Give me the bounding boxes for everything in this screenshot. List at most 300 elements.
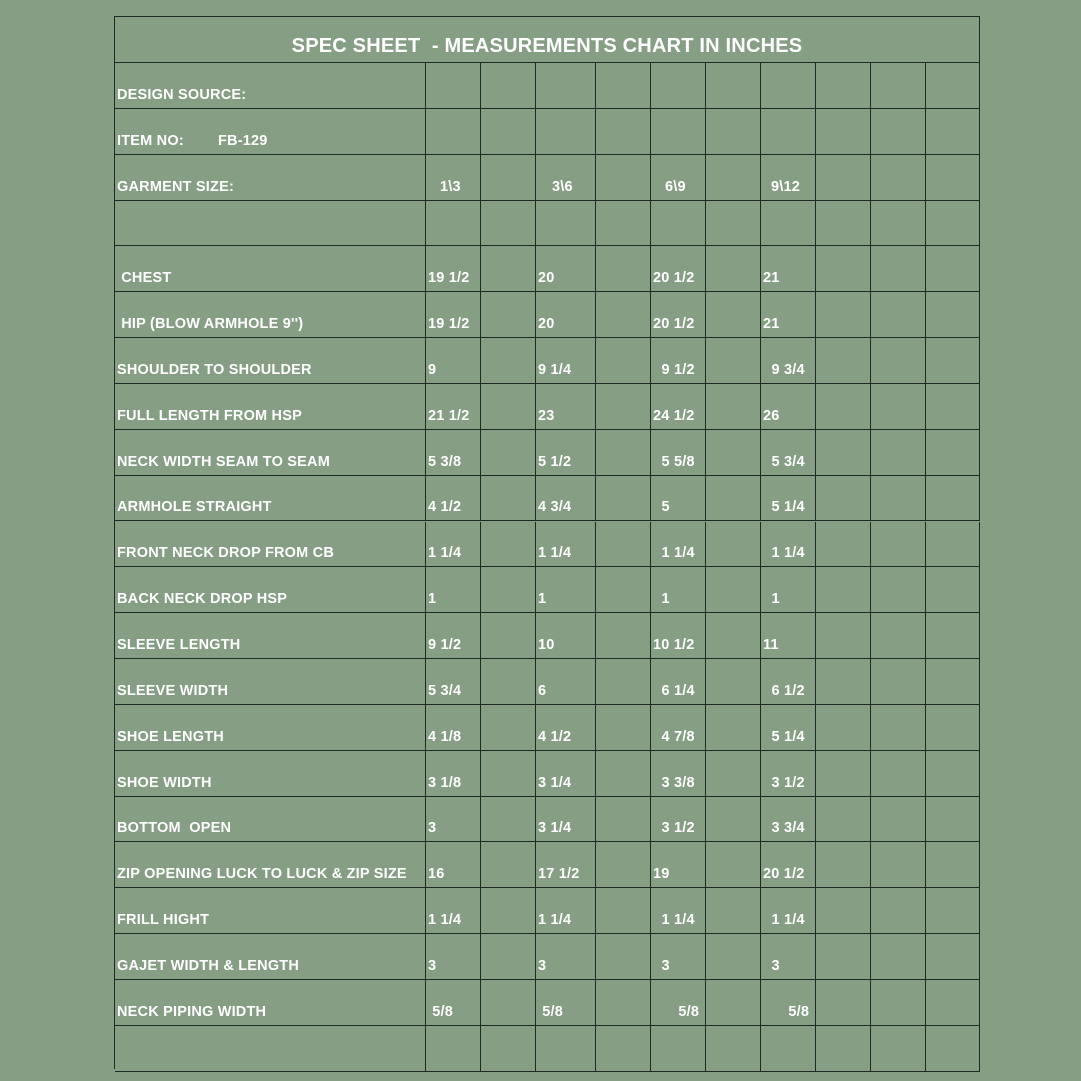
measurement-row xyxy=(115,338,980,384)
value-cell xyxy=(816,980,871,1026)
value-cell xyxy=(706,613,761,659)
value-cell xyxy=(426,1026,481,1072)
measurement-value: 5 5/8 xyxy=(653,453,695,470)
measurement-value: 21 1/2 xyxy=(428,407,470,424)
measurement-value: 20 1/2 xyxy=(653,270,695,287)
value-cell xyxy=(481,888,536,934)
header-label: DESIGN SOURCE: xyxy=(117,86,247,103)
value-cell xyxy=(871,430,926,476)
measurement-value: 9 3/4 xyxy=(763,361,805,378)
measurement-value: 1 1/4 xyxy=(428,545,462,562)
value-cell xyxy=(871,476,926,522)
value-cell xyxy=(816,155,871,201)
value-cell xyxy=(871,751,926,797)
value-cell xyxy=(596,63,651,109)
value-cell xyxy=(426,476,481,522)
value-cell xyxy=(761,476,816,522)
value-cell xyxy=(426,201,481,247)
measurement-value: 4 1/2 xyxy=(538,728,572,745)
value-cell xyxy=(536,522,596,568)
measurement-value: 4 3/4 xyxy=(538,499,572,516)
value-cell xyxy=(761,934,816,980)
measurement-row xyxy=(115,1026,980,1072)
value-cell xyxy=(426,751,481,797)
value-cell xyxy=(481,63,536,109)
header-row xyxy=(115,63,980,109)
value-cell xyxy=(926,613,980,659)
label-cell xyxy=(115,751,426,797)
value-cell xyxy=(871,246,926,292)
value-cell xyxy=(926,338,980,384)
value-cell xyxy=(536,292,596,338)
value-cell xyxy=(871,201,926,247)
value-cell xyxy=(481,246,536,292)
measurement-value: 1 1/4 xyxy=(538,912,572,929)
measurement-label: SHOULDER TO SHOULDER xyxy=(117,361,312,378)
value-cell xyxy=(481,522,536,568)
spec-sheet-table xyxy=(114,16,980,1069)
value-cell xyxy=(536,1026,596,1072)
value-cell xyxy=(481,476,536,522)
value-cell xyxy=(926,201,980,247)
measurement-value: 3 xyxy=(538,957,547,974)
measurement-value: 3 1/8 xyxy=(428,774,462,791)
label-cell xyxy=(115,659,426,705)
measurement-value: 3 1/4 xyxy=(538,820,572,837)
measurement-value: 11 xyxy=(763,637,779,654)
value-cell xyxy=(481,201,536,247)
value-cell xyxy=(706,522,761,568)
value-cell xyxy=(816,934,871,980)
value-cell xyxy=(871,659,926,705)
label-cell xyxy=(115,246,426,292)
value-cell xyxy=(536,842,596,888)
value-cell xyxy=(426,384,481,430)
header-label: ITEM NO: xyxy=(117,132,184,149)
label-cell xyxy=(115,201,426,247)
value-cell xyxy=(596,292,651,338)
value-cell xyxy=(481,659,536,705)
value-cell xyxy=(926,842,980,888)
value-cell xyxy=(651,751,706,797)
measurement-value: 1 xyxy=(653,591,670,608)
measurement-value: 6 xyxy=(538,682,547,699)
value-cell xyxy=(596,246,651,292)
value-cell xyxy=(651,797,706,843)
measurement-label: FRILL HIGHT xyxy=(117,912,210,929)
value-cell xyxy=(926,292,980,338)
value-cell xyxy=(536,476,596,522)
measurement-value: 10 xyxy=(538,637,555,654)
measurement-value: 3 xyxy=(428,957,437,974)
value-cell xyxy=(426,522,481,568)
measurement-value: 1 xyxy=(538,591,547,608)
value-cell xyxy=(816,613,871,659)
value-cell xyxy=(536,567,596,613)
value-cell xyxy=(596,1026,651,1072)
value-cell xyxy=(761,109,816,155)
value-cell xyxy=(426,659,481,705)
value-cell xyxy=(761,659,816,705)
measurement-value: 3 1/4 xyxy=(538,774,572,791)
measurement-value: 5 3/4 xyxy=(428,682,462,699)
value-cell xyxy=(706,567,761,613)
value-cell xyxy=(481,980,536,1026)
measurement-row xyxy=(115,659,980,705)
measurement-value: 1 1/4 xyxy=(538,545,572,562)
measurement-label: NECK PIPING WIDTH xyxy=(117,1003,267,1020)
value-cell xyxy=(926,63,980,109)
value-cell xyxy=(926,751,980,797)
measurement-label: FRONT NECK DROP FROM CB xyxy=(117,545,334,562)
measurement-value: 17 1/2 xyxy=(538,866,580,883)
value-cell xyxy=(706,934,761,980)
measurement-value: 1 1/4 xyxy=(763,912,805,929)
value-cell xyxy=(426,430,481,476)
value-cell xyxy=(871,63,926,109)
value-cell xyxy=(871,797,926,843)
value-cell xyxy=(651,613,706,659)
value-cell xyxy=(816,292,871,338)
value-cell xyxy=(596,613,651,659)
measurement-value: 20 1/2 xyxy=(763,866,805,883)
value-cell xyxy=(761,888,816,934)
value-cell xyxy=(926,934,980,980)
value-cell xyxy=(481,705,536,751)
measurement-value: 1 xyxy=(428,591,437,608)
measurement-value: 3 xyxy=(763,957,780,974)
measurement-value: 6 1/2 xyxy=(763,682,805,699)
measurement-label: ARMHOLE STRAIGHT xyxy=(117,499,272,516)
value-cell xyxy=(706,430,761,476)
value-cell xyxy=(596,842,651,888)
measurement-label: NECK WIDTH SEAM TO SEAM xyxy=(117,453,330,470)
garment-size-value: 3\6 xyxy=(552,178,573,195)
measurement-value: 5 xyxy=(653,499,670,516)
value-cell xyxy=(926,705,980,751)
value-cell xyxy=(761,797,816,843)
measurement-row xyxy=(115,934,980,980)
value-cell xyxy=(816,201,871,247)
value-cell xyxy=(871,384,926,430)
value-cell xyxy=(761,63,816,109)
label-cell xyxy=(115,888,426,934)
value-cell xyxy=(596,155,651,201)
value-cell xyxy=(651,842,706,888)
measurement-row xyxy=(115,613,980,659)
value-cell xyxy=(926,888,980,934)
value-cell xyxy=(426,842,481,888)
value-cell xyxy=(816,1026,871,1072)
value-cell xyxy=(706,980,761,1026)
value-cell xyxy=(651,934,706,980)
measurement-value: 5/8 xyxy=(653,1003,700,1020)
value-cell xyxy=(706,246,761,292)
measurement-value: 5 3/8 xyxy=(428,453,462,470)
value-cell xyxy=(816,797,871,843)
measurement-value: 4 1/2 xyxy=(428,499,462,516)
value-cell xyxy=(481,109,536,155)
value-cell xyxy=(536,384,596,430)
value-cell xyxy=(761,155,816,201)
value-cell xyxy=(426,292,481,338)
label-cell xyxy=(115,567,426,613)
value-cell xyxy=(926,522,980,568)
value-cell xyxy=(481,1026,536,1072)
measurement-value: 20 xyxy=(538,316,555,333)
value-cell xyxy=(481,384,536,430)
measurement-value: 3 1/2 xyxy=(653,820,695,837)
value-cell xyxy=(481,155,536,201)
value-cell xyxy=(596,567,651,613)
value-cell xyxy=(651,1026,706,1072)
measurement-value: 5 1/2 xyxy=(538,453,572,470)
measurement-value: 10 1/2 xyxy=(653,637,695,654)
measurement-value: 9 1/4 xyxy=(538,361,572,378)
measurement-row xyxy=(115,246,980,292)
value-cell xyxy=(761,522,816,568)
measurement-value: 4 1/8 xyxy=(428,728,462,745)
label-cell xyxy=(115,797,426,843)
value-cell xyxy=(536,934,596,980)
value-cell xyxy=(651,292,706,338)
measurement-row xyxy=(115,522,980,568)
label-cell xyxy=(115,1026,426,1072)
value-cell xyxy=(651,201,706,247)
value-cell xyxy=(596,430,651,476)
garment-size-value: 9\12 xyxy=(771,178,801,195)
measurement-row xyxy=(115,292,980,338)
value-cell xyxy=(426,613,481,659)
value-cell xyxy=(816,567,871,613)
measurement-value: 5/8 xyxy=(428,1003,453,1020)
value-cell xyxy=(651,476,706,522)
measurement-label: ZIP OPENING LUCK TO LUCK & ZIP SIZE xyxy=(117,866,407,883)
value-cell xyxy=(706,109,761,155)
measurement-value: 6 1/4 xyxy=(653,682,695,699)
value-cell xyxy=(536,338,596,384)
value-cell xyxy=(481,613,536,659)
value-cell xyxy=(481,338,536,384)
measurement-value: 1 1/4 xyxy=(653,545,695,562)
header-row xyxy=(115,109,980,155)
value-cell xyxy=(816,109,871,155)
value-cell xyxy=(596,980,651,1026)
value-cell xyxy=(761,842,816,888)
value-cell xyxy=(761,705,816,751)
measurement-value: 3 3/8 xyxy=(653,774,695,791)
value-cell xyxy=(871,1026,926,1072)
value-cell xyxy=(816,888,871,934)
value-cell xyxy=(426,63,481,109)
label-cell xyxy=(115,338,426,384)
measurement-value: 24 1/2 xyxy=(653,407,695,424)
measurement-row xyxy=(115,430,980,476)
value-cell xyxy=(651,522,706,568)
value-cell xyxy=(596,934,651,980)
value-cell xyxy=(426,888,481,934)
measurement-label: FULL LENGTH FROM HSP xyxy=(117,407,302,424)
measurement-row xyxy=(115,567,980,613)
label-cell xyxy=(115,292,426,338)
value-cell xyxy=(536,246,596,292)
value-cell xyxy=(426,246,481,292)
value-cell xyxy=(871,888,926,934)
value-cell xyxy=(816,338,871,384)
measurement-value: 5 1/4 xyxy=(763,499,805,516)
value-cell xyxy=(871,842,926,888)
measurement-value: 1 1/4 xyxy=(653,912,695,929)
measurement-value: 3 3/4 xyxy=(763,820,805,837)
value-cell xyxy=(706,201,761,247)
measurement-value: 5/8 xyxy=(538,1003,563,1020)
value-cell xyxy=(926,430,980,476)
value-cell xyxy=(481,797,536,843)
measurement-row xyxy=(115,842,980,888)
measurement-label: SHOE WIDTH xyxy=(117,774,212,791)
label-cell xyxy=(115,155,426,201)
measurement-value: 9 1/2 xyxy=(653,361,695,378)
header-row xyxy=(115,201,980,247)
measurement-value: 19 1/2 xyxy=(428,316,470,333)
measurement-label: BACK NECK DROP HSP xyxy=(117,591,288,608)
value-cell xyxy=(481,751,536,797)
garment-size-value: 6\9 xyxy=(665,178,686,195)
value-cell xyxy=(926,109,980,155)
value-cell xyxy=(426,797,481,843)
value-cell xyxy=(481,292,536,338)
header-row xyxy=(115,155,980,201)
value-cell xyxy=(426,338,481,384)
value-cell xyxy=(871,567,926,613)
measurement-value: 19 1/2 xyxy=(428,270,470,287)
value-cell xyxy=(816,659,871,705)
measurement-value: 21 xyxy=(763,270,780,287)
value-cell xyxy=(871,613,926,659)
measurement-value: 9 xyxy=(428,361,437,378)
value-cell xyxy=(481,567,536,613)
value-cell xyxy=(596,797,651,843)
value-cell xyxy=(761,567,816,613)
value-cell xyxy=(536,109,596,155)
value-cell xyxy=(761,613,816,659)
value-cell xyxy=(926,567,980,613)
label-cell xyxy=(115,934,426,980)
value-cell xyxy=(651,63,706,109)
value-cell xyxy=(816,751,871,797)
measurement-value: 20 1/2 xyxy=(653,316,695,333)
measurement-value: 3 1/2 xyxy=(763,774,805,791)
value-cell xyxy=(761,980,816,1026)
value-cell xyxy=(926,476,980,522)
value-cell xyxy=(536,430,596,476)
measurement-row xyxy=(115,476,980,522)
value-cell xyxy=(536,751,596,797)
value-cell xyxy=(706,797,761,843)
measurement-label: CHEST xyxy=(117,270,172,287)
value-cell xyxy=(706,751,761,797)
value-cell xyxy=(596,201,651,247)
value-cell xyxy=(816,63,871,109)
measurement-value: 9 1/2 xyxy=(428,637,462,654)
measurement-label: SLEEVE LENGTH xyxy=(117,637,241,654)
measurement-value: 21 xyxy=(763,316,780,333)
measurement-label: HIP (BLOW ARMHOLE 9'') xyxy=(117,316,304,333)
value-cell xyxy=(651,888,706,934)
garment-size-value: 1\3 xyxy=(440,178,461,195)
value-cell xyxy=(706,384,761,430)
value-cell xyxy=(426,980,481,1026)
measurement-row xyxy=(115,384,980,430)
value-cell xyxy=(871,980,926,1026)
value-cell xyxy=(761,1026,816,1072)
value-cell xyxy=(926,155,980,201)
value-cell xyxy=(706,338,761,384)
value-cell xyxy=(651,246,706,292)
measurement-value: 26 xyxy=(763,407,780,424)
header-label: GARMENT SIZE: xyxy=(117,178,234,195)
value-cell xyxy=(816,842,871,888)
value-cell xyxy=(706,888,761,934)
value-cell xyxy=(596,338,651,384)
value-cell xyxy=(761,430,816,476)
measurement-value: 4 7/8 xyxy=(653,728,695,745)
measurement-value: 23 xyxy=(538,407,555,424)
measurement-value: 5/8 xyxy=(763,1003,810,1020)
measurement-label: SLEEVE WIDTH xyxy=(117,682,229,699)
value-cell xyxy=(596,705,651,751)
value-cell xyxy=(651,659,706,705)
value-cell xyxy=(596,522,651,568)
value-cell xyxy=(651,705,706,751)
measurement-value: 20 xyxy=(538,270,555,287)
value-cell xyxy=(596,476,651,522)
value-cell xyxy=(651,567,706,613)
value-cell xyxy=(816,705,871,751)
value-cell xyxy=(536,613,596,659)
value-cell xyxy=(871,338,926,384)
label-cell xyxy=(115,980,426,1026)
measurement-value: 1 1/4 xyxy=(763,545,805,562)
label-cell xyxy=(115,63,426,109)
value-cell xyxy=(536,888,596,934)
value-cell xyxy=(816,246,871,292)
value-cell xyxy=(536,201,596,247)
label-cell xyxy=(115,613,426,659)
measurement-value: 1 1/4 xyxy=(428,912,462,929)
value-cell xyxy=(536,155,596,201)
value-cell xyxy=(926,797,980,843)
value-cell xyxy=(871,522,926,568)
value-cell xyxy=(536,705,596,751)
value-cell xyxy=(481,842,536,888)
value-cell xyxy=(481,430,536,476)
value-cell xyxy=(651,109,706,155)
value-cell xyxy=(761,751,816,797)
value-cell xyxy=(761,384,816,430)
value-cell xyxy=(706,476,761,522)
value-cell xyxy=(761,246,816,292)
value-cell xyxy=(926,384,980,430)
item-number-value: FB-129 xyxy=(218,132,268,149)
value-cell xyxy=(596,751,651,797)
value-cell xyxy=(426,109,481,155)
value-cell xyxy=(536,659,596,705)
title-row xyxy=(115,17,980,63)
value-cell xyxy=(871,155,926,201)
value-cell xyxy=(426,567,481,613)
value-cell xyxy=(926,246,980,292)
